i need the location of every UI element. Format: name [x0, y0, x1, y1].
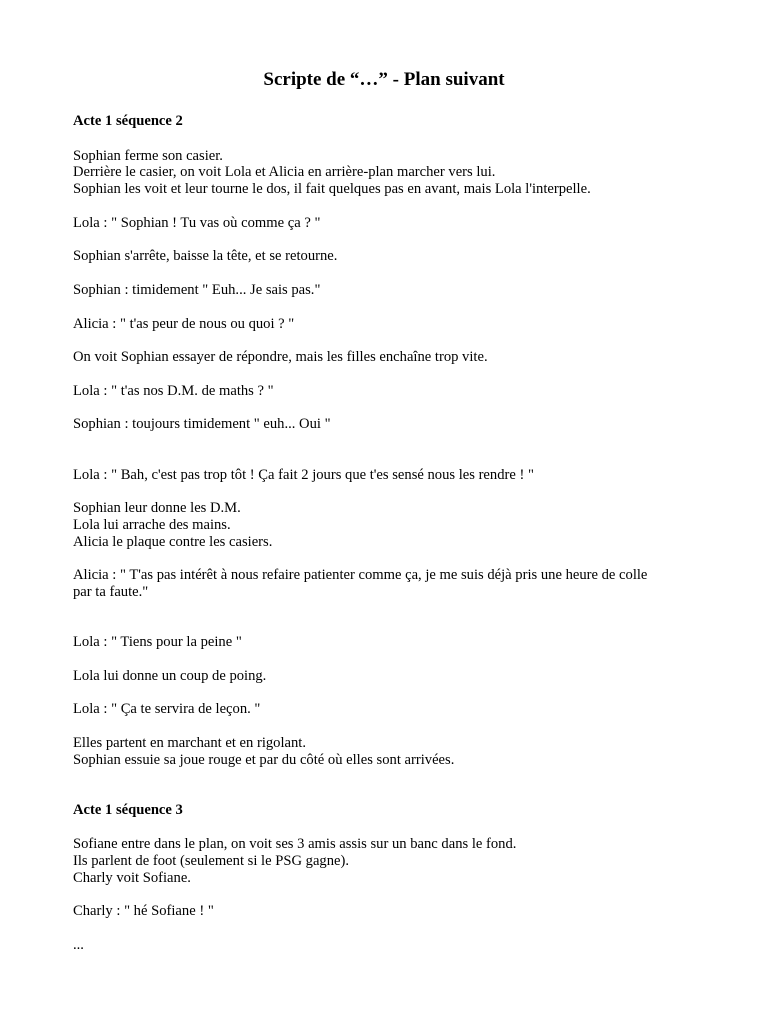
script-line: Alicia le plaque contre les casiers.	[73, 534, 273, 550]
script-dialogue: Lola : " t'as nos D.M. de maths ? "	[73, 383, 274, 399]
script-line: Ils parlent de foot (seulement si le PSG gagne).	[73, 853, 349, 869]
script-dialogue: Alicia : " T'as pas intérêt à nous refaire patienter comme ça, je me suis déjà pris une heure de colle	[73, 567, 648, 583]
document-title: Scripte de “…” - Plan suivant	[263, 69, 505, 90]
script-dialogue: Sophian : toujours timidement " euh... Oui "	[73, 416, 331, 432]
script-line: Sophian leur donne les D.M.	[73, 500, 241, 516]
script-dialogue: par ta faute."	[73, 584, 149, 600]
script-line: Lola lui arrache des mains.	[73, 517, 231, 533]
sequence-3-heading: Acte 1 séquence 3	[73, 802, 183, 818]
script-dialogue: Lola : " Bah, c'est pas trop tôt ! Ça fait 2 jours que t'es sensé nous les rendre ! "	[73, 467, 534, 483]
script-line: On voit Sophian essayer de répondre, mais les filles enchaîne trop vite.	[73, 349, 488, 365]
script-ellipsis: ...	[73, 937, 84, 953]
script-line: Sophian les voit et leur tourne le dos, il fait quelques pas en avant, mais Lola l'interpelle.	[73, 181, 591, 197]
script-dialogue: Lola : " Tiens pour la peine "	[73, 634, 242, 650]
script-line: Charly voit Sofiane.	[73, 870, 191, 886]
script-line: Sophian essuie sa joue rouge et par du côté où elles sont arrivées.	[73, 752, 455, 768]
sequence-2-heading: Acte 1 séquence 2	[73, 113, 183, 129]
script-dialogue: Charly : " hé Sofiane ! "	[73, 903, 214, 919]
script-line: Derrière le casier, on voit Lola et Alicia en arrière-plan marcher vers lui.	[73, 164, 496, 180]
script-dialogue: Lola : " Ça te servira de leçon. "	[73, 701, 261, 717]
script-line: Sophian s'arrête, baisse la tête, et se retourne.	[73, 248, 338, 264]
script-line: Elles partent en marchant et en rigolant.	[73, 735, 307, 751]
script-dialogue: Sophian : timidement " Euh... Je sais pas."	[73, 282, 321, 298]
script-dialogue: Lola : " Sophian ! Tu vas où comme ça ? "	[73, 215, 321, 231]
script-line: Sophian ferme son casier.	[73, 148, 223, 164]
script-dialogue: Alicia : " t'as peur de nous ou quoi ? "	[73, 316, 295, 332]
script-line: Lola lui donne un coup de poing.	[73, 668, 267, 684]
script-line: Sofiane entre dans le plan, on voit ses 3 amis assis sur un banc dans le fond.	[73, 836, 517, 852]
